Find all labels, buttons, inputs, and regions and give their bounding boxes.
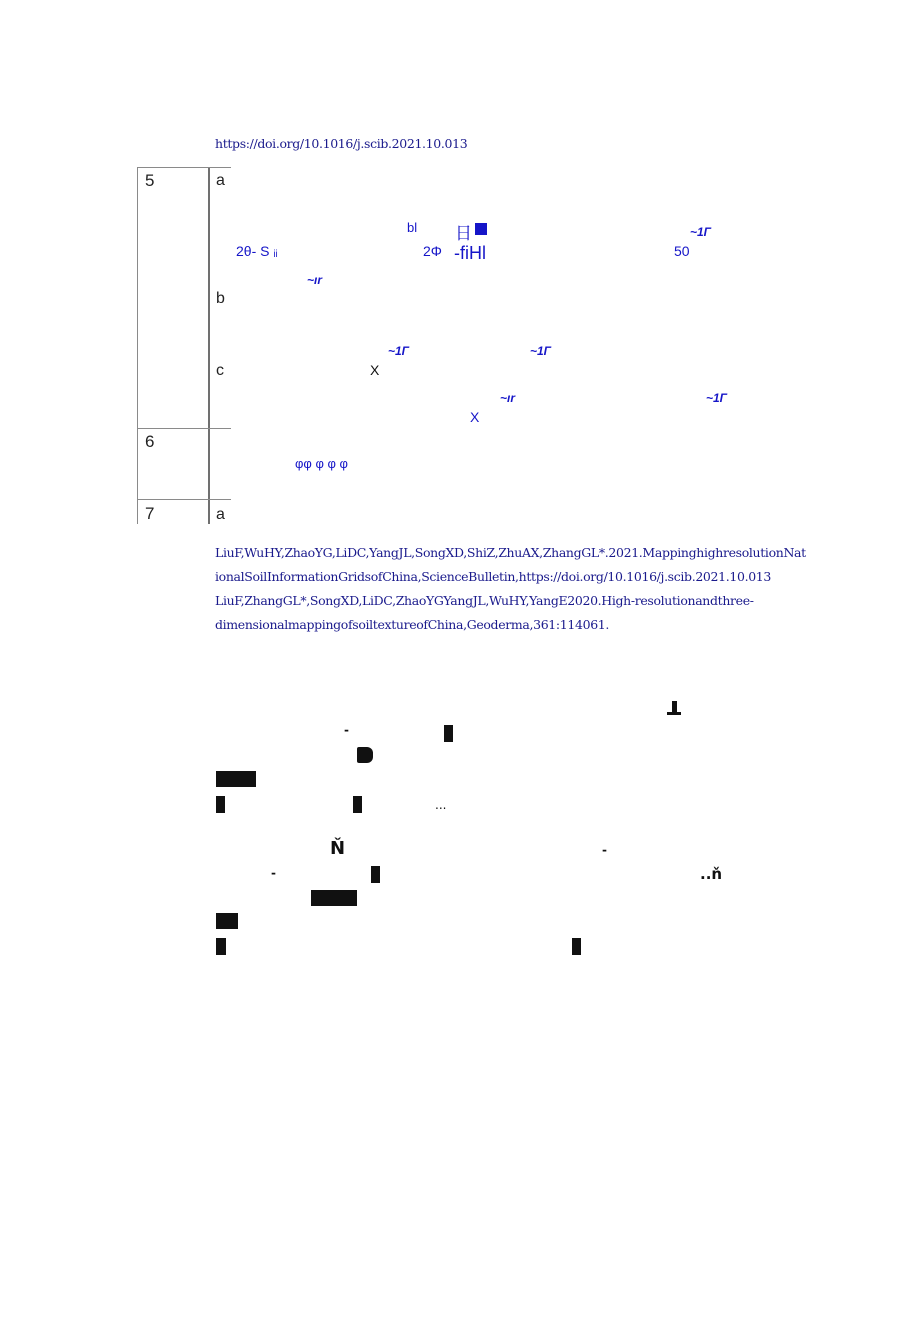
formula-fragment: 2Φ [423, 243, 442, 259]
glyph-fragment: - [602, 843, 607, 857]
glyph-fragment: - [271, 866, 276, 880]
formula-fragment: X [370, 362, 380, 378]
formula-fragment: φφ φ φ φ [295, 456, 348, 471]
formula-fragment: ~1Γ [388, 344, 409, 358]
glyph-blob [357, 747, 373, 767]
reference-line: LiuF,WuHY,ZhaoYG,LiDC,YangJL,SongXD,ShiZ,ZhuAX,ZhangGL*.2021.MappinghighresolutionNat [215, 545, 806, 560]
row-number: 6 [145, 432, 155, 451]
glyph-blob [371, 866, 380, 887]
formula-fragment: ~ır [307, 273, 323, 287]
formula-fragment: 日 [455, 224, 472, 243]
row-sub-label: a [216, 506, 225, 523]
glyph-blob [216, 796, 225, 817]
formula-fragment: ~1Γ [690, 225, 711, 239]
glyph-blob [311, 890, 357, 910]
reference-line: dimensionalmappingofsoiltextureofChina,Geoderma,361:114061. [215, 617, 610, 632]
doi-link[interactable]: https://doi.org/10.1016/j.scib.2021.10.013 [215, 136, 468, 151]
table-row-border [137, 428, 231, 429]
glyph-fragment: ..ň [700, 865, 723, 883]
glyph-blob [572, 938, 581, 959]
glyph-blob [444, 725, 453, 746]
row-number: 5 [145, 171, 155, 190]
row-sub-label: a [216, 172, 225, 189]
formula-fragment: 50 [674, 243, 690, 259]
glyph-fragment: - [344, 723, 349, 737]
table-row-border [137, 499, 231, 500]
row-sub-label: b [216, 290, 225, 307]
row-number: 7 [145, 504, 155, 523]
formula-fragment: X [470, 409, 480, 425]
formula-fragment: -fiHl [454, 243, 486, 263]
table-row-border [137, 167, 231, 168]
reference-line: LiuF,ZhangGL*,SongXD,LiDC,ZhaoYGYangJL,WuHY,YangE2020.High-resolutionandthree- [215, 593, 754, 608]
table-column-divider [208, 167, 210, 524]
formula-fragment: ~1Γ [530, 344, 551, 358]
filled-square-icon [475, 223, 487, 235]
glyph-fragment: Ň [330, 838, 346, 859]
formula-fragment: ~ır [500, 391, 516, 405]
glyph-blob [353, 796, 362, 817]
formula-fragment: 2θ- S ᵢᵢ [236, 243, 278, 259]
glyph-blob [216, 771, 256, 791]
formula-fragment: bl [407, 220, 418, 235]
glyph-blob [216, 938, 226, 959]
glyph-fragment: ... [435, 798, 447, 812]
glyph-blob [216, 913, 238, 933]
reference-line: ionalSoilInformationGridsofChina,ScienceBulletin,https://doi.org/10.1016/j.scib.2021.10.013 [215, 569, 771, 584]
glyph-blob [672, 700, 677, 719]
table-left-border [137, 167, 138, 524]
row-sub-label: c [216, 362, 224, 379]
formula-fragment: ~1Γ [706, 391, 727, 405]
